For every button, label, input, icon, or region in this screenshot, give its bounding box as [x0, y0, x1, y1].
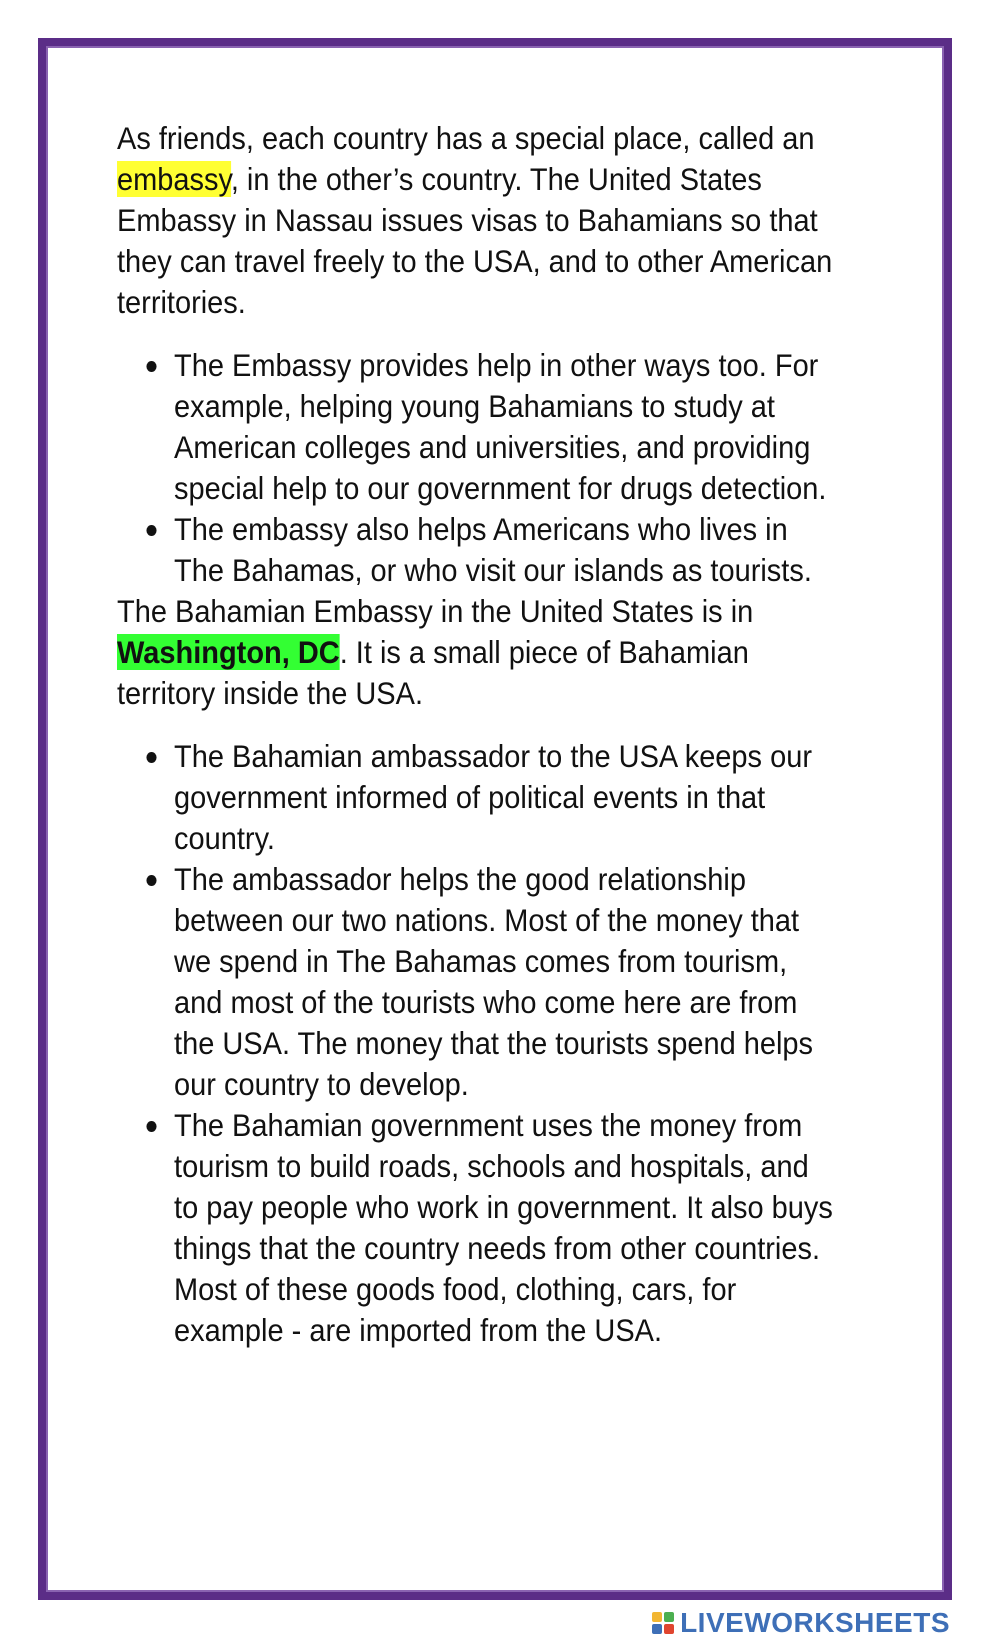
list-item-text: The Bahamian ambassador to the USA keeps our government informed of political events in that country. — [174, 738, 812, 856]
list-item-text: The ambassador helps the good relationship between our two nations. Most of the money that we spend in The Bahamas comes from tourism, and most of the tourists who come here are from the USA. The money that the tourists spend helps our country to develop. — [174, 861, 814, 1102]
liveworksheets-logo — [652, 1607, 950, 1639]
worksheet-content — [117, 118, 835, 1351]
paragraph-text: , in the other’s country. The United States Embassy in Nassau issues visas to Bahamians so that they can travel freely to the USA, and to other American territories. — [117, 161, 833, 320]
list-item — [117, 345, 835, 509]
paragraph-text: As friends, each country has a special place, called an — [117, 120, 815, 156]
list-item-text: The Embassy provides help in other ways too. For example, helping young Bahamians to study at American colleges and universities, and providing special help to our government for drugs detection. — [174, 347, 827, 506]
ambassador-list — [117, 736, 835, 1351]
highlight-embassy: embassy — [117, 161, 231, 197]
bullet-icon — [146, 525, 156, 536]
liveworksheets-logo-icon — [652, 1612, 674, 1634]
list-item — [117, 859, 835, 1105]
list-item-text: The Bahamian government uses the money from tourism to build roads, schools and hospitals, and to pay people who work in government. It also buys things that the country needs from other countries. Most of these goods food, clothing, cars, for example - are imported from the USA. — [174, 1107, 833, 1348]
bullet-icon — [146, 1121, 156, 1132]
list-item — [117, 1105, 835, 1351]
embassy-help-list — [117, 345, 835, 591]
paragraph-text: The Bahamian Embassy in the United States is in — [117, 593, 754, 629]
paragraph-bahamian-embassy — [117, 591, 835, 714]
bullet-icon — [146, 875, 156, 886]
list-item-text: The embassy also helps Americans who lives in The Bahamas, or who visit our islands as tourists. — [174, 511, 812, 588]
list-item — [117, 736, 835, 859]
highlight-washington-dc: Washington, DC — [117, 634, 340, 670]
paragraph-text: . It is a small piece of Bahamian territory inside the USA. — [117, 634, 749, 711]
bullet-icon — [146, 752, 156, 763]
paragraph-embassy-intro — [117, 118, 835, 323]
bullet-icon — [146, 361, 156, 372]
list-item — [117, 509, 835, 591]
logo-text: LIVEWORKSHEETS — [680, 1607, 950, 1638]
